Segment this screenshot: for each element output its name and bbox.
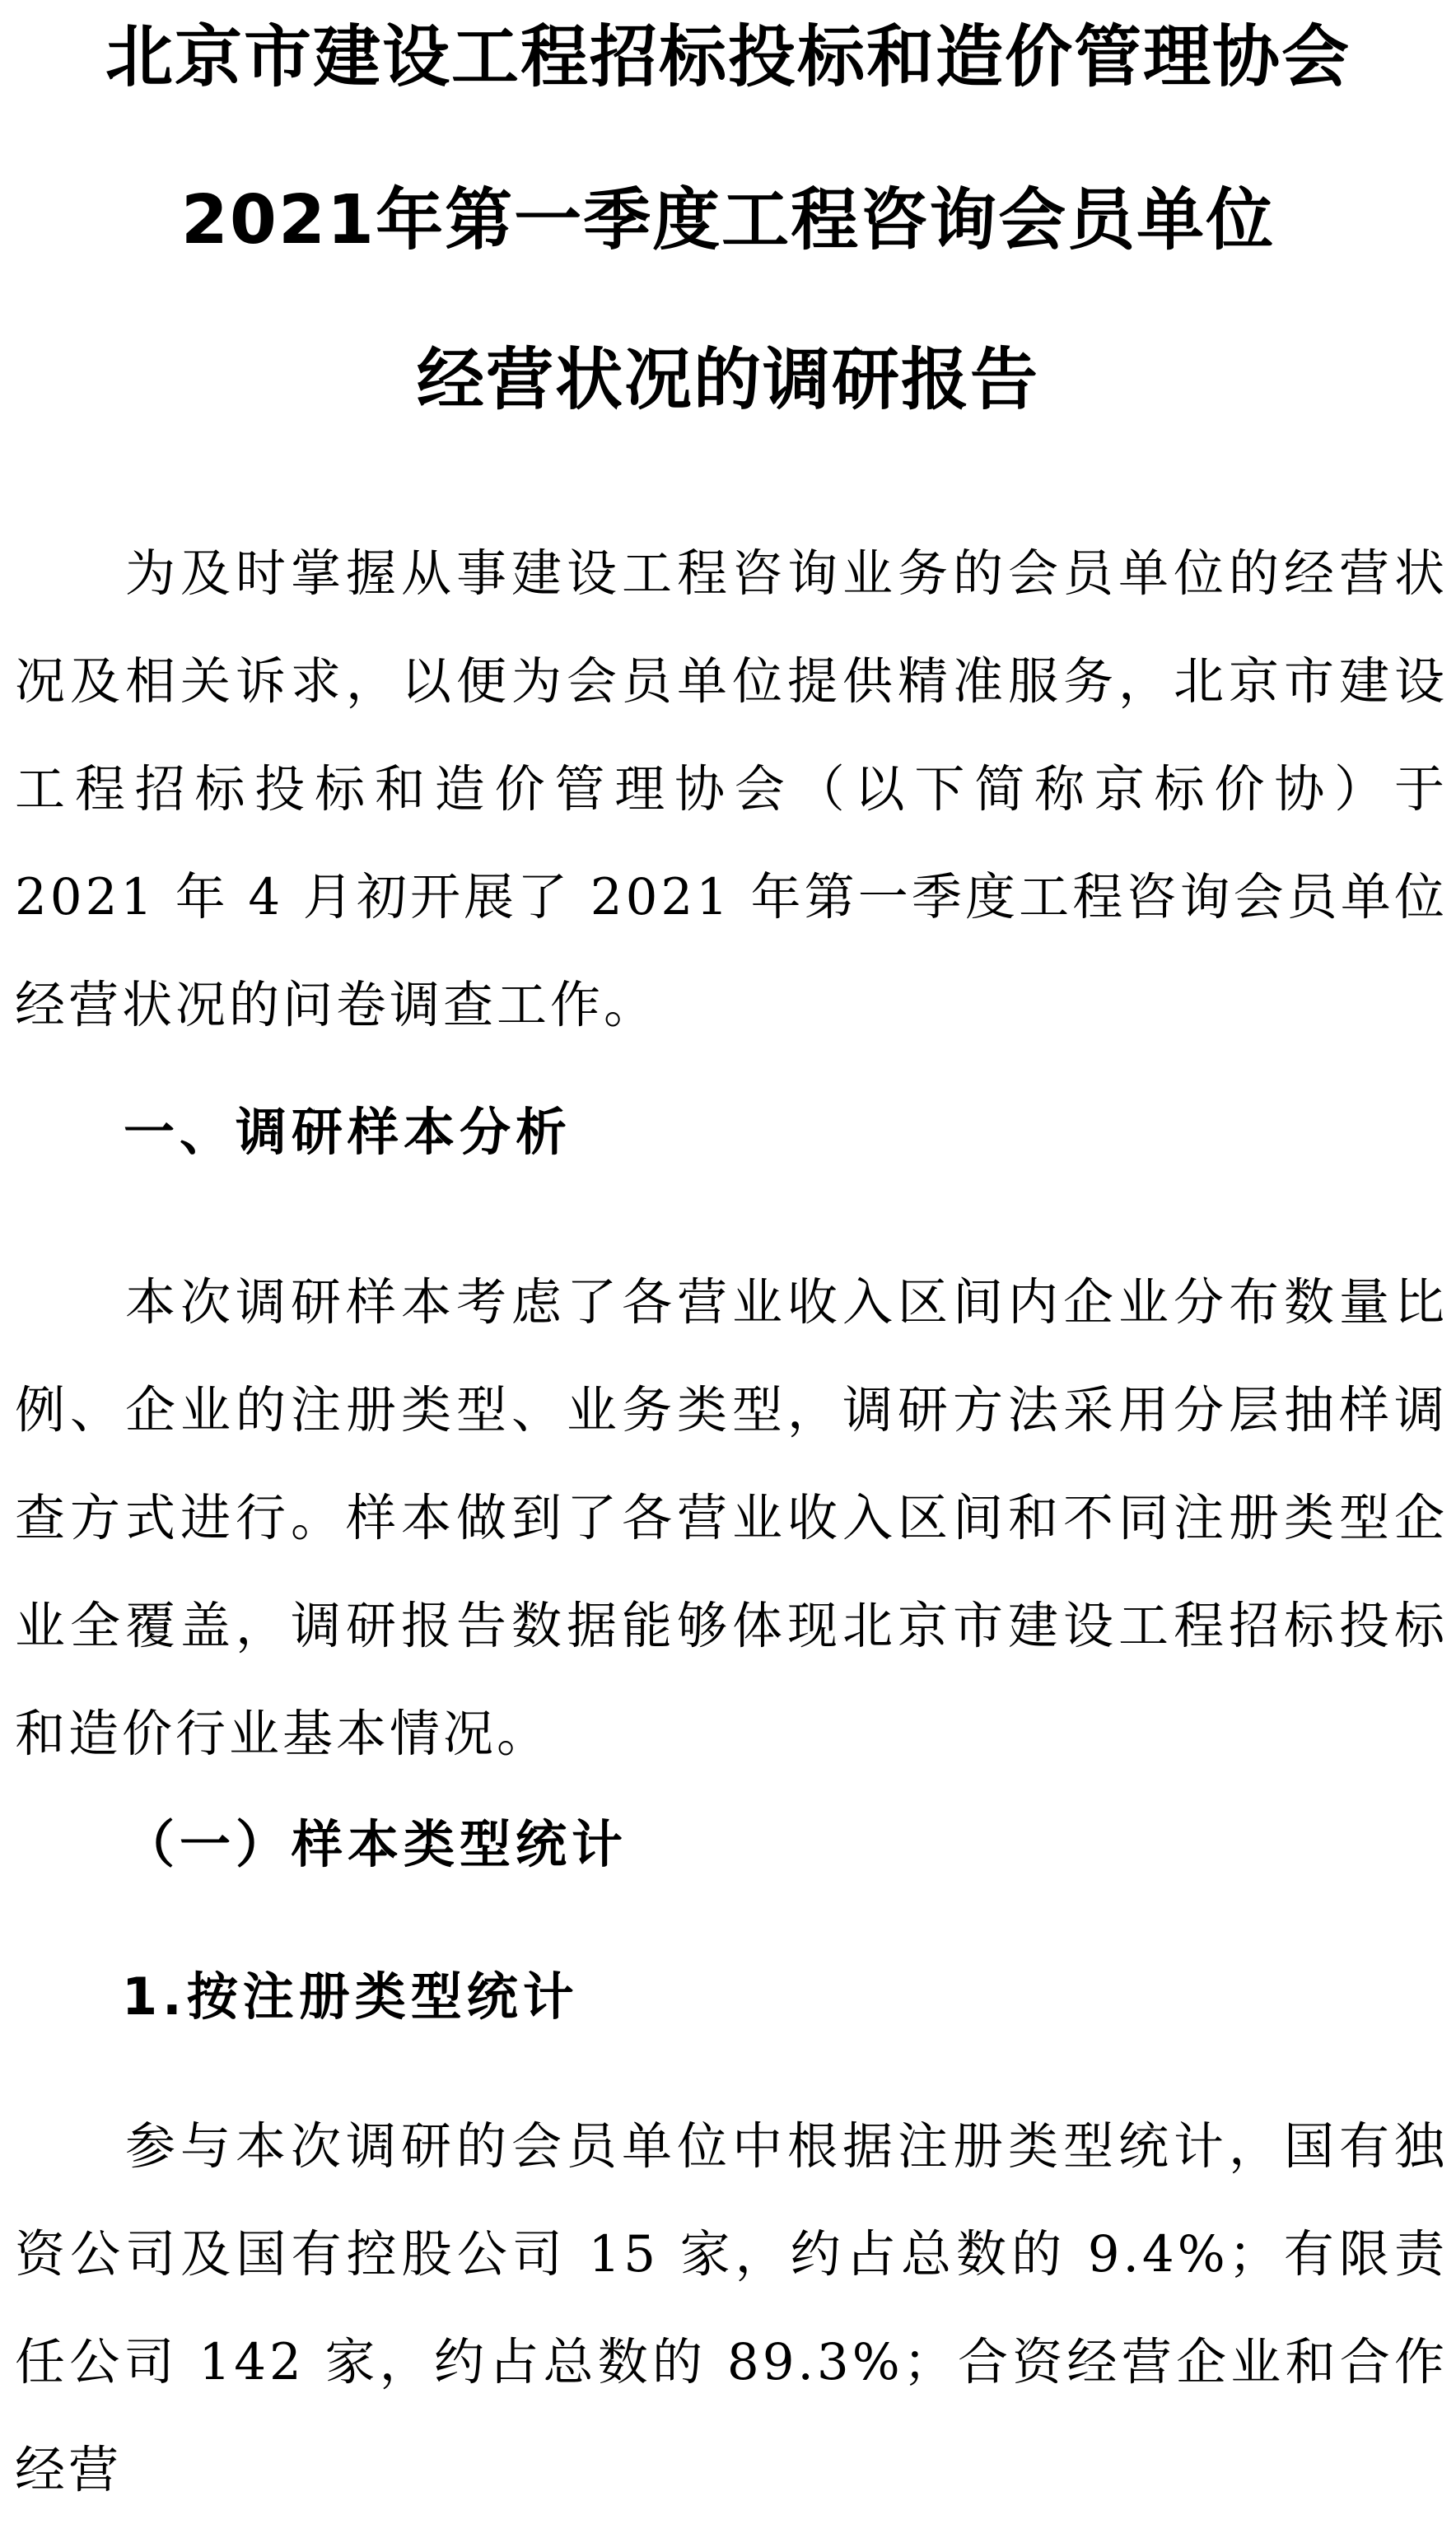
subsection-heading-sample-type: （一）样本类型统计: [124, 1814, 628, 1874]
item-heading-registration-type: 1.按注册类型统计: [122, 1966, 579, 2027]
document-title-line-3: 经营状况的调研报告: [416, 341, 1039, 419]
section-heading-sample-analysis: 一、调研样本分析: [124, 1102, 572, 1162]
item-paragraph-registration-type: 参与本次调研的会员单位中根据注册类型统计，国有独资公司及国有控股公司 15 家，约占总数的 9.4%；有限责任公司 142 家，约占总数的 89.3%；合资经营企业和合作经营: [15, 2117, 1448, 2499]
intro-paragraph: 为及时掌握从事建设工程咨询业务的会员单位的经营状况及相关诉求，以便为会员单位提供精准服务，北京市建设工程招标投标和造价管理协会（以下简称京标价协）于 2021 年 4 月初开展了 2021 年第一季度工程咨询会员单位经营状况的问卷调查工作。: [15, 544, 1448, 1034]
document-title-line-2: 2021年第一季度工程咨询会员单位: [180, 181, 1276, 259]
document-title-line-1: 北京市建设工程招标投标和造价管理协会: [105, 18, 1351, 96]
section-paragraph-sample-analysis: 本次调研样本考虑了各营业收入区间内企业分布数量比例、企业的注册类型、业务类型，调研方法采用分层抽样调查方式进行。样本做到了各营业收入区间和不同注册类型企业全覆盖，调研报告数据能够体现北京市建设工程招标投标和造价行业基本情况。: [15, 1273, 1448, 1763]
